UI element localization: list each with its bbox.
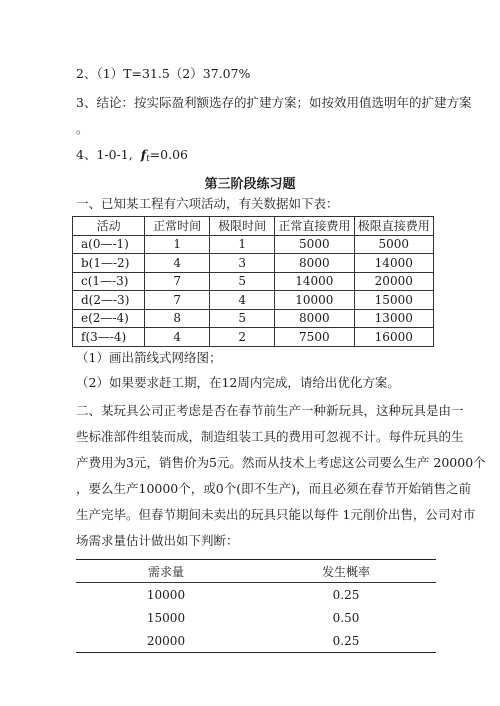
cell: 4 [145,254,210,273]
table-row [73,254,434,273]
cell: 5000 [275,235,354,254]
cell: 15000 [354,291,433,310]
cell: 10000 [275,291,354,310]
table-row [76,629,436,653]
cell: 2 [210,328,275,347]
col-normal-cost: 正常直接费用 [275,217,354,236]
table-row [76,583,436,607]
section-heading: 第三阶段练习题 [204,177,296,192]
cell: 4 [210,291,275,310]
cell: 0.25 [332,633,360,648]
table-header-row [76,560,436,583]
cell: 16000 [354,328,433,347]
cell: 3 [210,254,275,273]
answer-line-4-pre: 4、1-0-1, [76,147,133,162]
cell: 1 [145,235,210,254]
answer-line-2: 2、（1）T=31.5（2）37.07% [76,66,251,81]
col-activity: 活动 [73,217,145,236]
cell: 1 [210,235,275,254]
cell: 20000 [354,272,433,291]
cell: 7 [145,272,210,291]
cell: 0.25 [332,587,360,602]
cell: 20000 [146,633,186,648]
formula-sub: t [146,154,150,164]
formula-f: f [140,147,147,162]
table-header-row [73,217,434,236]
cell: 4 [145,328,210,347]
cell: a(0—-1) [73,235,145,254]
answer-line-4-post: =0.06 [149,147,189,162]
cell: d(2—-3) [73,291,145,310]
q2-para-3: 产费用为3元，销售价为5元。然而从技术上考虑这公司要么生产 20000个 [76,455,486,470]
q2-para-2: 些标准部件组装而成，制造组装工具的费用可忽视不计。每件玩具的生 [76,429,464,444]
cell: 8000 [275,309,354,328]
activity-table [72,216,434,347]
cell: 15000 [146,610,186,625]
cell: 7500 [275,328,354,347]
cell: f(3—-4) [73,328,145,347]
q1-sub1: （1）画出箭线式网络图； [76,350,222,365]
cell: 8000 [275,254,354,273]
q2-para-1: 二、某玩具公司正考虑是否在春节前生产一种新玩具，这种玩具是由一 [76,403,464,418]
col-probability: 发生概率 [256,560,436,583]
cell: 5 [210,309,275,328]
demand-table [76,559,436,653]
cell: 14000 [275,272,354,291]
cell: 10000 [146,587,186,602]
answer-line-3: 3、结论：按实际盈利额选存的扩建方案；如按效用值选明年的扩建方案 [76,95,472,110]
q2-para-6: 场需求量估计做出如下判断： [76,533,239,548]
table-row [73,291,434,310]
cell: c(1—-3) [73,272,145,291]
col-demand: 需求量 [76,560,256,583]
cell: 14000 [354,254,433,273]
cell: 13000 [354,309,433,328]
table-row [73,272,434,291]
q1-sub2: （2）如果要求赶工期，在12周内完成，请给出优化方案。 [76,375,400,390]
cell: e(2—-4) [73,309,145,328]
col-crash-time: 极限时间 [210,217,275,236]
q2-para-4: ，要么生产10000个，或0个(即不生产)，而且必须在春节开始销售之前 [76,481,471,496]
answer-line-3-cont: 。 [76,121,89,136]
table-row [73,309,434,328]
table-row [73,235,434,254]
table-row [76,606,436,629]
cell: 7 [145,291,210,310]
table-row [73,328,434,347]
q1-intro: 一、已知某工程有六项活动，有关数据如下表： [76,196,339,211]
q2-para-5: 生产完毕。但春节期间未卖出的玩具只能以每件 1元削价出售，公司对市 [76,507,476,522]
cell: 8 [145,309,210,328]
cell: b(1—-2) [73,254,145,273]
answer-line-4 [76,147,188,167]
cell: 5 [210,272,275,291]
cell: 0.50 [332,610,360,625]
cell: 5000 [354,235,433,254]
col-crash-cost: 极限直接费用 [354,217,433,236]
col-normal-time: 正常时间 [145,217,210,236]
